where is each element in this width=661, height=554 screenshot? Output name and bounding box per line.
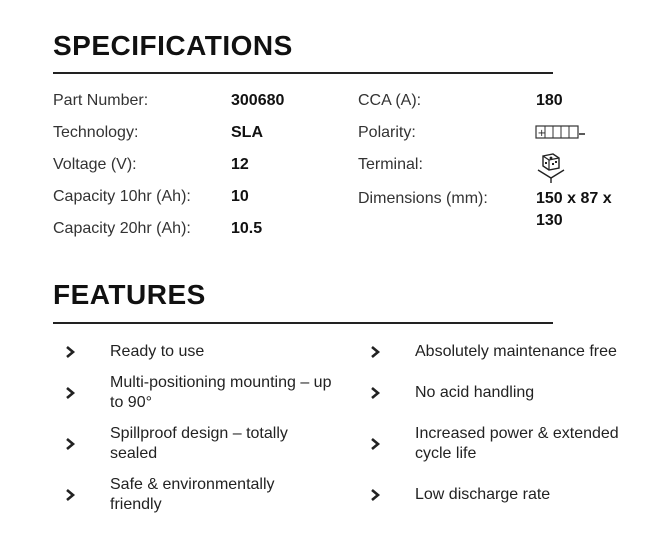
spec-label-cca: CCA (A): (358, 92, 422, 109)
feature-text: Multi-positioning mounting – up to 90° (110, 374, 332, 411)
spec-label-polarity: Polarity: (358, 124, 416, 141)
feature-item (63, 372, 333, 414)
feature-text: Low discharge rate (415, 486, 551, 503)
feature-item (63, 474, 333, 516)
spec-value-voltage: 12 (231, 156, 249, 173)
spec-label-voltage: Voltage (V): (53, 156, 137, 173)
feature-text: No acid handling (415, 384, 535, 401)
chevron-right-icon (63, 437, 83, 451)
feature-item (368, 483, 658, 507)
specifications-heading: SPECIFICATIONS (53, 30, 293, 61)
chevron-right-icon (63, 488, 83, 502)
specifications-divider (53, 72, 553, 74)
chevron-right-icon (63, 345, 83, 359)
spec-label-part-number: Part Number: (53, 92, 149, 109)
feature-item (63, 423, 333, 465)
feature-text: Increased power & extended cycle life (415, 425, 619, 462)
feature-text: Spillproof design – totally sealed (110, 425, 288, 462)
spec-label-technology: Technology: (53, 124, 139, 141)
spec-value-technology: SLA (231, 124, 263, 141)
features-heading: FEATURES (53, 279, 206, 310)
features-divider (53, 322, 553, 324)
spec-label-terminal: Terminal: (358, 156, 423, 173)
feature-item (368, 423, 658, 465)
feature-text: Absolutely maintenance free (415, 343, 617, 360)
chevron-right-icon (368, 345, 388, 359)
feature-text: Ready to use (110, 343, 205, 360)
feature-item (368, 340, 658, 364)
spec-label-capacity-10hr: Capacity 10hr (Ah): (53, 188, 191, 205)
spec-value-capacity-10hr: 10 (231, 188, 249, 205)
feature-item (368, 381, 658, 405)
feature-item (63, 340, 333, 364)
spec-value-part-number: 300680 (231, 92, 285, 109)
chevron-right-icon (368, 488, 388, 502)
spec-value-capacity-20hr: 10.5 (231, 220, 263, 237)
spec-label-capacity-20hr: Capacity 20hr (Ah): (53, 220, 191, 237)
battery-polarity-icon (535, 125, 587, 139)
spec-value-cca: 180 (536, 92, 563, 109)
chevron-right-icon (368, 437, 388, 451)
spec-value-dimensions: 150 x 87 x 130 (536, 190, 612, 229)
spec-label-dimensions: Dimensions (mm): (358, 190, 488, 207)
terminal-icon (535, 152, 567, 184)
chevron-right-icon (63, 386, 83, 400)
chevron-right-icon (368, 386, 388, 400)
svg-text:+: + (537, 128, 546, 139)
feature-text: Safe & environmentally friendly (110, 476, 275, 513)
